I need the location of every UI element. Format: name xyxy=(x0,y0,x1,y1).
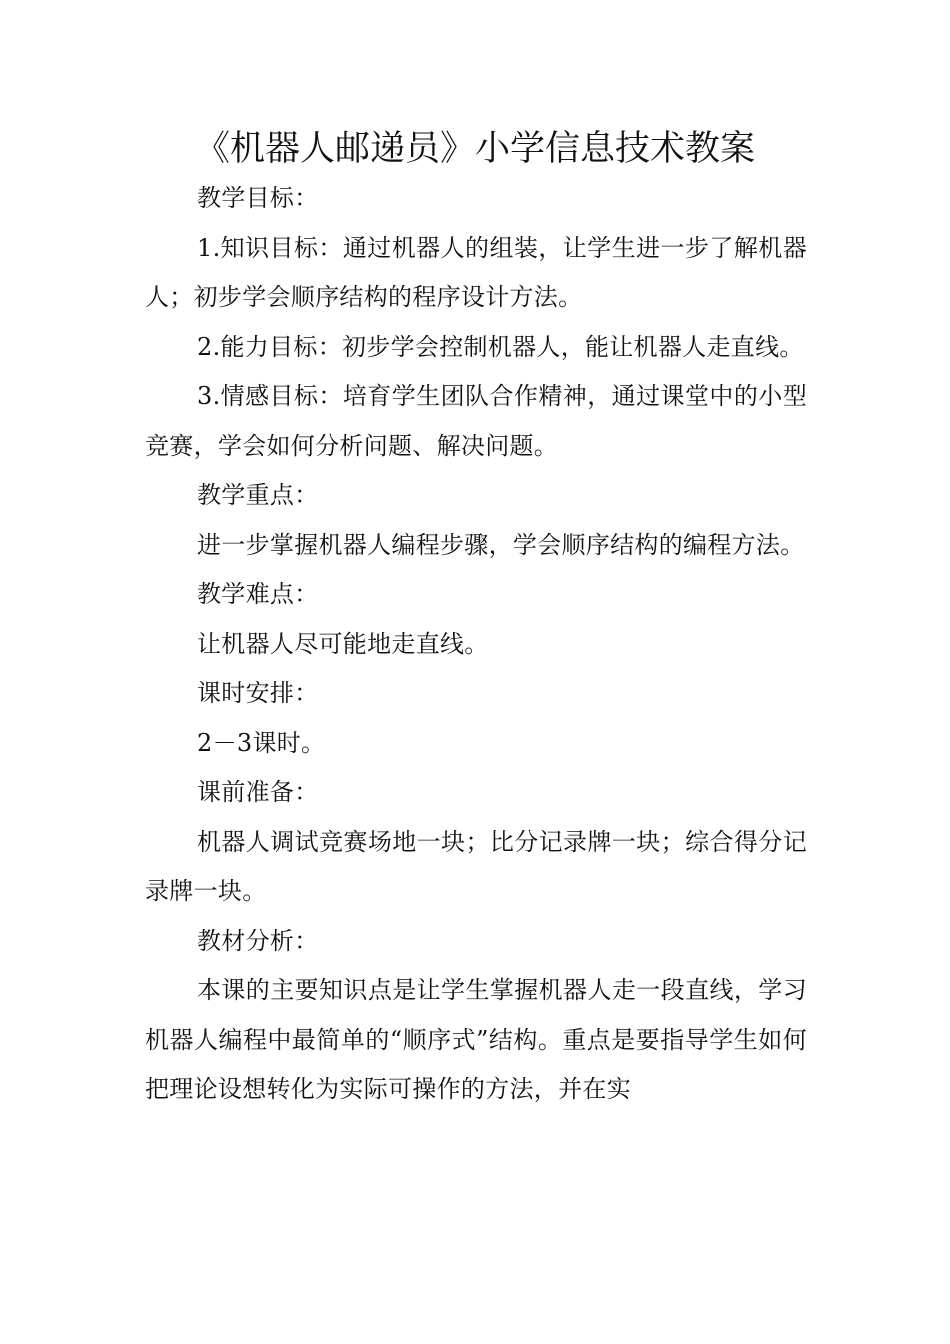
paragraph-knowledge-goal: 1.知识目标：通过机器人的组装，让学生进一步了解机器人；初步学会顺序结构的程序设计方法。 xyxy=(145,233,807,311)
paragraph-emotion-goal: 3.情感目标：培育学生团队合作精神，通过课堂中的小型竞赛，学会如何分析问题、解决问题。 xyxy=(145,382,807,460)
paragraph-ability-goal: 2.能力目标：初步学会控制机器人，能让机器人走直线。 xyxy=(197,332,804,361)
heading-class-schedule: 课时安排： xyxy=(197,679,319,707)
document-title: 《机器人邮递员》小学信息技术教案 xyxy=(194,129,755,169)
paragraph-preparation: 机器人调试竞赛场地一块；比分记录牌一块；综合得分记录牌一块。 xyxy=(145,827,807,905)
paragraph-teaching-difficulty: 让机器人尽可能地走直线。 xyxy=(197,629,489,658)
paragraph-class-schedule: 2－3课时。 xyxy=(197,728,326,757)
heading-material-analysis: 教材分析： xyxy=(197,926,319,955)
heading-preparation: 课前准备： xyxy=(197,778,319,806)
document-body xyxy=(145,174,807,1115)
heading-teaching-goals: 教学目标： xyxy=(197,184,319,212)
heading-teaching-difficulty: 教学难点： xyxy=(197,580,319,608)
paragraph-material-analysis: 本课的主要知识点是让学生掌握机器人走一段直线，学习机器人编程中最简单的“顺序式”结构。重点是要指导学生如何把理论设想转化为实际可操作的方法，并在实 xyxy=(145,976,807,1103)
heading-teaching-focus: 教学重点： xyxy=(197,481,319,509)
paragraph-teaching-focus: 进一步掌握机器人编程步骤，学会顺序结构的编程方法。 xyxy=(197,530,805,559)
